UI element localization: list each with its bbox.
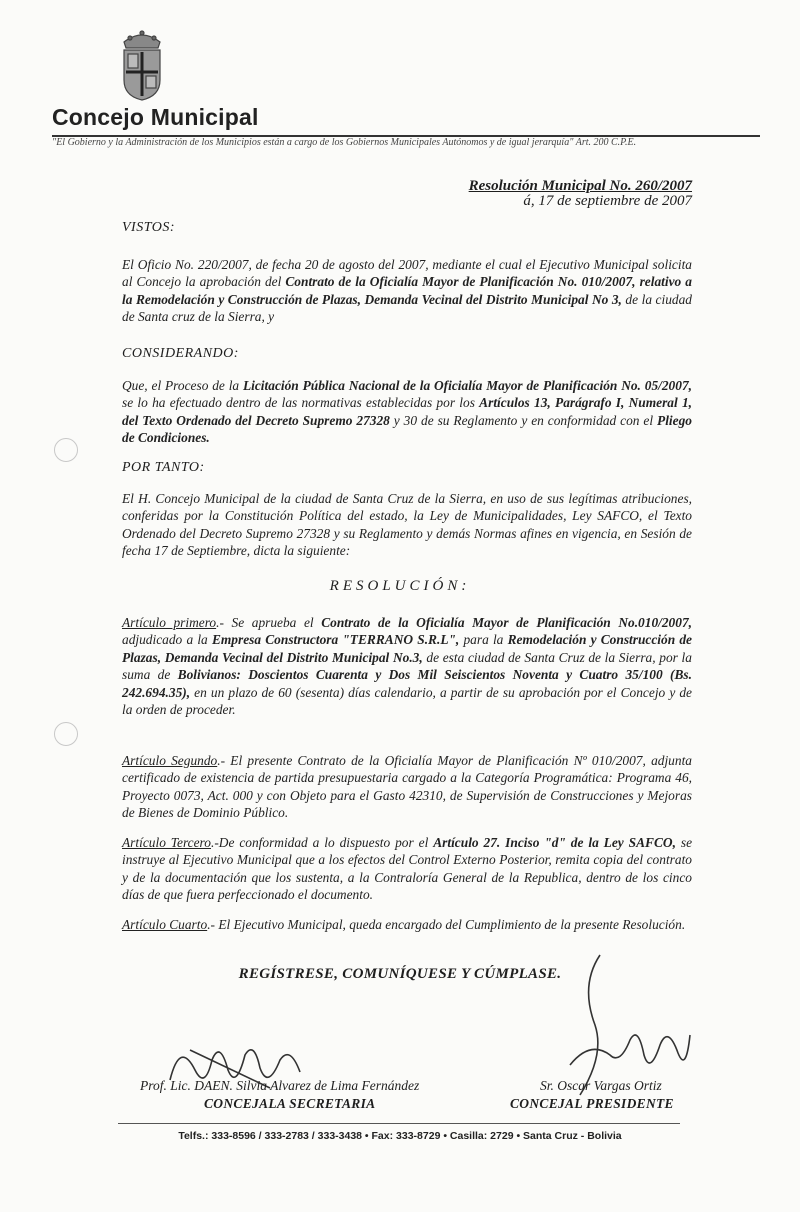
article-2 <box>122 752 692 822</box>
considerando-bold-3: Pliego de Condiciones. <box>122 412 692 446</box>
punch-hole <box>54 438 78 462</box>
considerando-bold-2: Artículos 13, Parágrafo I, Numeral 1, del Texto Ordenado del Decreto Supremo 27328 <box>122 395 692 428</box>
right-signatory-name: Sr. Oscar Vargas Ortiz <box>540 1078 662 1093</box>
footer-contact: Telfs.: 333-8596 / 333-2783 / 333-3438 • Fax: 333-8729 • Casilla: 2729 • Santa Cruz - Bolivia <box>178 1130 622 1142</box>
considerando-paragraph <box>122 377 692 447</box>
article-4-title: Artículo Cuarto <box>122 917 208 932</box>
resolution-number: Resolución Municipal No. 260/2007 <box>468 178 692 194</box>
footer-rule <box>118 1123 680 1124</box>
article-4-text: .- El Ejecutivo Municipal, queda encargado del Cumplimiento de la presente Resolución. <box>207 917 686 932</box>
article-3-text-2: se instruye al Ejecutivo Municipal que a los efectos del Control Externo Posterior, remita copia del contrato y de la documentación que los sustenta, a la Contraloría General de la Republica, dentro de los cinco días de que fuera perfeccionado el documento. <box>122 835 693 903</box>
resolution-date: á, 17 de septiembre de 2007 <box>523 193 692 209</box>
left-signatory-name: Prof. Lic. DAEN. Silvia Alvarez de Lima Fernández <box>140 1078 420 1093</box>
vistos-heading: VISTOS: <box>122 220 176 235</box>
vistos-text-end: de la ciudad de Santa cruz de la Sierra, y <box>122 291 692 325</box>
punch-hole <box>54 722 78 746</box>
vistos-paragraph <box>122 256 692 326</box>
article-2-title: Artículo Segundo <box>122 753 218 768</box>
closing-statement: REGÍSTRESE, COMUNÍQUESE Y CÚMPLASE. <box>238 966 562 982</box>
municipal-crest-logo <box>114 26 170 102</box>
article-1-bold-1: Contrato de la Oficialía Mayor de Planificación No.010/2007, <box>321 615 692 630</box>
considerando-heading: CONSIDERANDO: <box>122 346 239 361</box>
por-tanto-paragraph: El H. Concejo Municipal de la ciudad de Santa Cruz de la Sierra, en uso de sus legítimas atribuciones, conferidas por la Constitución Política del estado, la Ley de Municipalidades, Ley SAFCO, el Texto Ordenado del Decreto Supremo 27328 y su Reglamento y demás Normas afines en vigencia, en Sesión de fecha 17 de Septiembre, dicta la siguiente: <box>122 491 692 559</box>
por-tanto-heading: POR TANTO: <box>122 460 205 475</box>
article-3 <box>122 834 692 904</box>
article-1-text-4: de esta ciudad de Santa Cruz de la Sierra, por la suma de <box>122 649 692 683</box>
org-name: Concejo Municipal <box>52 104 259 130</box>
article-2-text: .- El presente Contrato de la Oficialía Mayor de Planificación Nº 010/2007, adjunta certificado de existencia de partida presupuestaria cargado a la Categoría Programática: Programa 46, Proyecto 0073, Act. 000 y con Objeto para el Gasto 42310, de Supervisión de Construcciones y Mejoras de Bienes de Dominio Público. <box>122 753 692 821</box>
right-signatory-role: CONCEJAL PRESIDENTE <box>510 1096 674 1111</box>
article-1-text-1: .- Se aprueba el <box>216 615 322 630</box>
article-1-bold-3: Remodelación y Construcción de Plazas, Demanda Vecinal del Distrito Municipal No.3, <box>122 632 692 665</box>
considerando-bold-1: Licitación Pública Nacional de la Oficialía Mayor de Planificación No. 05/2007, <box>242 378 692 393</box>
article-1 <box>122 614 692 718</box>
resolucion-title: RESOLUCIÓN: <box>329 578 471 594</box>
article-3-bold: Artículo 27. Inciso "d" de la Ley SAFCO, <box>433 835 676 850</box>
article-1-text-2: adjudicado a la <box>122 632 212 648</box>
left-signatory-role: CONCEJALA SECRETARIA <box>204 1096 376 1111</box>
article-1-title: Artículo primero <box>122 615 217 630</box>
motto: "El Gobierno y la Administración de los Municipios están a cargo de los Gobiernos Municipales Autónomos y de igual jerarquía" Art. 200 C.P.E. <box>52 137 637 148</box>
article-1-bold-4: Bolivianos: Doscientos Cuarenta y Dos Mil Seiscientos Noventa y Cuatro 35/100 (Bs. 242.694.35), <box>122 667 692 700</box>
considerando-text-3: y 30 de su Reglamento y en conformidad con el <box>389 412 658 428</box>
article-1-text-5: en un plazo de 60 (sesenta) días calendario, a partir de su aprobación por el Concejo y de la orden de proceder. <box>122 684 692 718</box>
considerando-text-2: se lo ha efectuado dentro de las normativas establecidas por los <box>122 395 480 411</box>
article-3-title: Artículo Tercero <box>122 835 211 850</box>
article-3-text-1: .-De conformidad a lo dispuesto por el <box>210 835 434 850</box>
article-4 <box>122 916 692 933</box>
considerando-text-1: Que, el Proceso de la <box>122 378 243 393</box>
vistos-text-start: El Oficio No. 220/2007, de fecha 20 de agosto del 2007, mediante el cual el Ejecutivo Municipal solicita al Concejo la aprobación del <box>122 257 692 290</box>
article-1-text-3: para la <box>459 632 508 648</box>
article-1-bold-2: Empresa Constructora "TERRANO S.R.L", <box>211 632 460 648</box>
vistos-text-bold: Contrato de la Oficialía Mayor de Planificación No. 010/2007, relativo a la Remodelación y Construcción de Plazas, Demanda Vecinal del Distrito Municipal No 3, <box>122 274 692 307</box>
